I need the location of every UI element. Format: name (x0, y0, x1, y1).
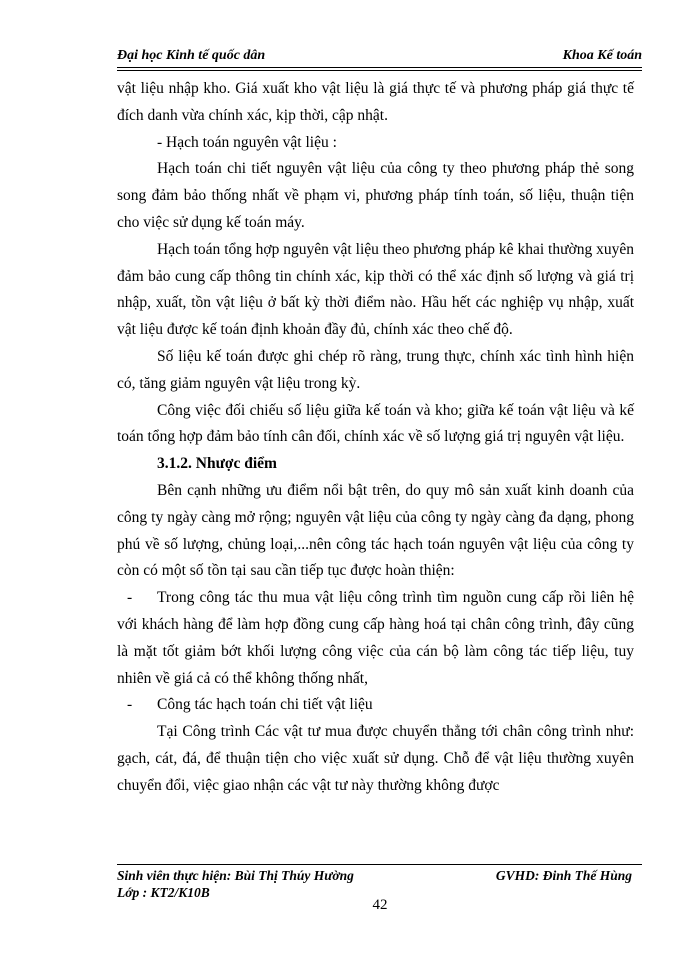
paragraph: Số liệu kế toán được ghi chép rõ ràng, trung thực, chính xác tình hình hiện có, tăng giảm nguyên vật liệu trong kỳ. (117, 347, 634, 392)
dash-item (117, 692, 634, 719)
paragraph: Hạch toán tổng hợp nguyên vật liệu theo phương pháp kê khai thường xuyên đảm bảo cung cấp thông tin chính xác, kịp thời có thể xác định số lượng và giá trị nhập, xuất, tồn vật liệu ở bất kỳ thời điểm nào. Hầu hết các nghiệp vụ nhập, xuất vật liệu được kế toán định khoản đầy đủ, chính xác theo chế độ. (117, 240, 634, 339)
dash-item-text: Công tác hạch toán chi tiết vật liệu (157, 696, 373, 714)
paragraph: Bên cạnh những ưu điểm nổi bật trên, do quy mô sản xuất kinh doanh của công ty ngày càng mở rộng; nguyên vật liệu của công ty ngày càng đa dạng, phong phú về số lượng, chủng loại,...nên công tác hạch toán nguyên vật liệu của công ty còn có một số tồn tại sau cần tiếp tục được hoàn thiện: (117, 481, 634, 580)
page-footer (117, 864, 642, 901)
header-faculty: Khoa Kế toán (562, 48, 642, 63)
paragraph: Tại Công trình Các vật tư mua được chuyển thẳng tới chân công trình như: gạch, cát, đá, để thuận tiện cho việc xuất sử dụng. Chỗ để vật liệu thường xuyên chuyển đổi, việc giao nhận các vật tư này thường không được (117, 723, 634, 794)
section-heading: 3.1.2. Nhược điểm (157, 455, 277, 473)
paragraph: vật liệu nhập kho. Giá xuất kho vật liệu là giá thực tế và phương pháp giá thực tế đích danh vừa chính xác, kịp thời, cập nhật. (117, 80, 634, 124)
page-header (117, 38, 642, 71)
footer-class: Lớp : KT2/K10B (117, 885, 210, 900)
dash-item (117, 585, 634, 692)
paragraph: - Hạch toán nguyên vật liệu : (157, 133, 337, 151)
paragraph: Hạch toán chi tiết nguyên vật liệu của công ty theo phương pháp thẻ song song đảm bảo thống nhất về phạm vi, phương pháp tính toán, số liệu, thuận tiện cho việc sử dụng kế toán máy. (117, 160, 634, 231)
footer-advisor: GVHD: Đinh Thế Hùng (495, 868, 632, 883)
dash-item-text: Trong công tác thu mua vật liệu công trình tìm nguồn cung cấp rồi liên hệ với khách hàng để làm hợp đồng cung cấp hàng hoá tại chân công trình, đây cũng là mặt tốt giảm bớt khối lượng công việc của cán bộ làm công tác tiếp liệu, tuy nhiên về giá cả có thể không thống nhất, (117, 589, 634, 687)
dash-mark: - (127, 589, 133, 607)
page-number: 42 (372, 897, 388, 913)
document-body (117, 76, 634, 800)
dash-mark: - (127, 696, 133, 714)
paragraph: Công việc đối chiếu số liệu giữa kế toán và kho; giữa kế toán vật liệu và kế toán tổng hợp đảm bảo tính cân đối, chính xác về số lượng giá trị nguyên vật liệu. (117, 401, 634, 446)
header-university: Đại học Kinh tế quốc dân (117, 48, 266, 63)
footer-student: Sinh viên thực hiện: Bùi Thị Thúy Hường (117, 868, 354, 883)
